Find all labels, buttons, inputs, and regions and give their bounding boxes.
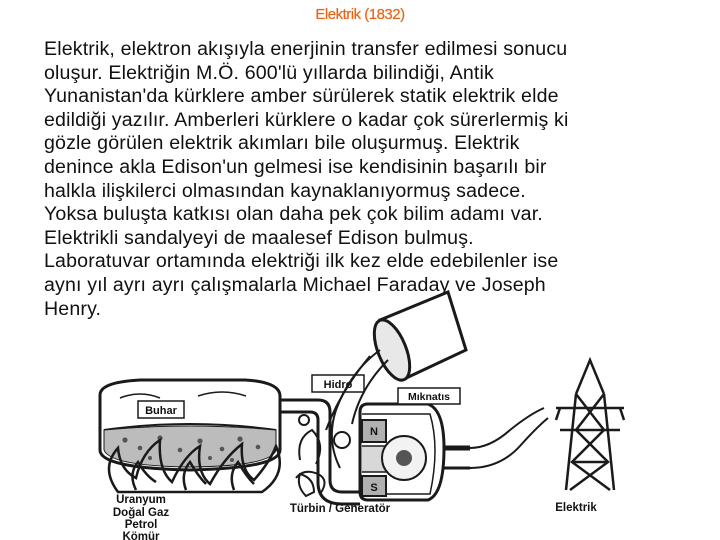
fuel-label-oil: Petrol (124, 519, 158, 531)
power-cable (470, 408, 548, 468)
magnet-label: Mıknatıs (407, 391, 451, 403)
turbine-label: Türbin / Generatör (289, 503, 391, 515)
electric-label: Elektrik (555, 502, 597, 514)
water-bucket-icon (367, 292, 466, 385)
slide-title: Elektrik (1832) (315, 6, 405, 23)
south-pole-label: S (370, 482, 378, 494)
body-paragraph: Elektrik, elektron akışıyla enerjinin transfer edilmesi sonucu oluşur. Elektriğin M.Ö. 600'lü yıllarda bilindiği, Antik Yunanistan'da kürklere amber sürülerek statik elektrik elde edildiği yazılır. Amberleri kürklere o kadar çok sürerlermiş ki gözle görülen elektrik akımları bile oluşurmuş. Elektrik denince akla Edison'un gelmesi ise kendisinin başarılı bir halkla ilişkilerci olmasından kaynaklanıyormuş sadece. Yoksa buluşta katkısı olan daha pek çok bilim adamı var. Elektrikli sandalyeyi de maalesef Edison bulmuş. Laboratuvar ortamında elektriği ilk kez elde edebilenler ise aynı yıl ayrı ayrı çalışmalarla Michael Faraday ve Joseph Henry. (44, 38, 569, 320)
steam-boiler (100, 380, 280, 470)
fuel-label-coal: Kömür (122, 531, 160, 540)
hydro-label: Hidro (323, 379, 353, 391)
steam-label: Buhar (145, 405, 177, 417)
fuel-label-uranium: Uranyum (116, 494, 166, 506)
fuel-label-natural-gas: Doğal Gaz (112, 507, 170, 519)
north-pole-label: N (370, 426, 378, 438)
transmission-tower-icon (556, 360, 624, 490)
